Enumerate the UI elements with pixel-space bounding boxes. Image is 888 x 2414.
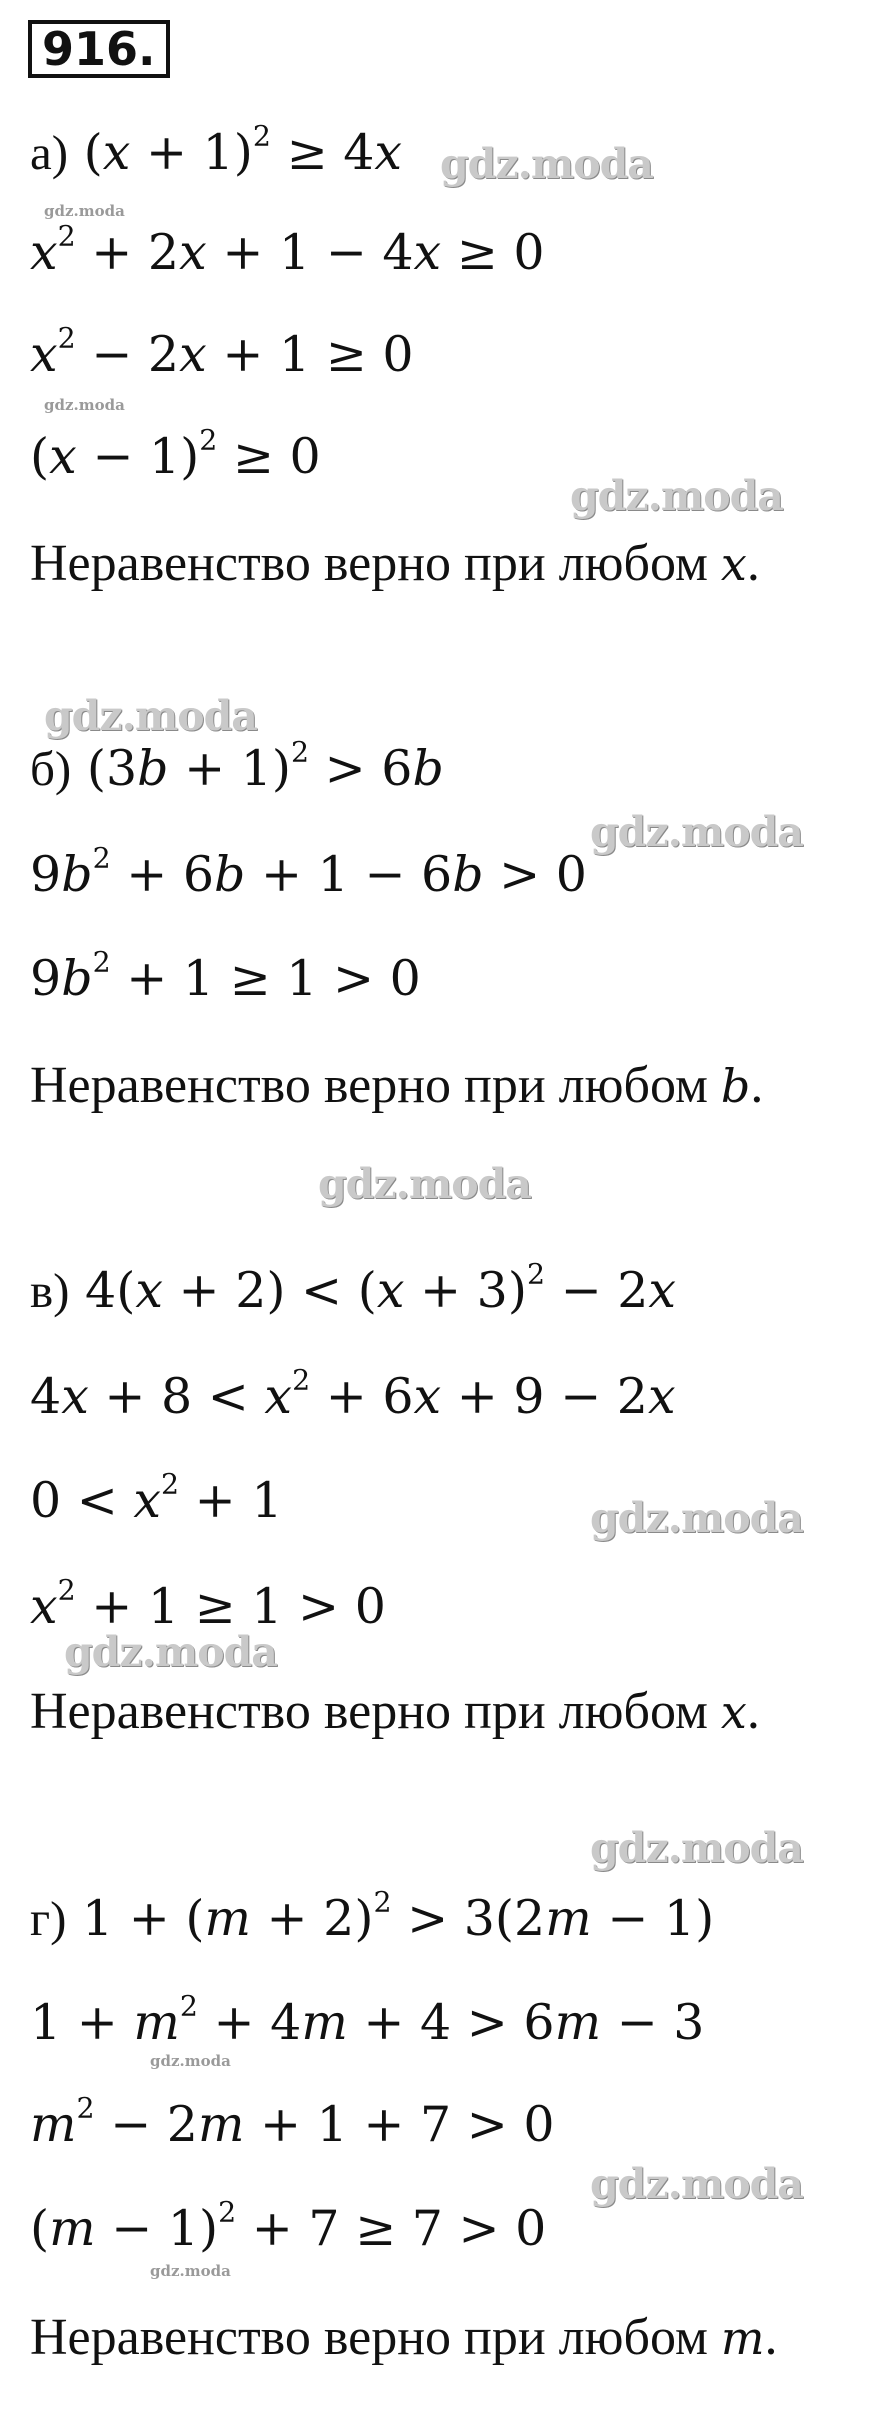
watermark: gdz.moda xyxy=(590,808,803,856)
watermark: gdz.moda xyxy=(318,1160,531,1208)
part-b-conclusion: Неравенство верно при любом b. xyxy=(30,1057,764,1114)
part-g-step-1: $1 + m^2 + 4m + 4 > 6m - 3$ xyxy=(30,1989,705,2051)
part-a-step-2: $x^2 - 2x + 1 \ge 0$ xyxy=(30,321,414,383)
part-v-variable: x xyxy=(720,1685,747,1739)
watermark-small: gdz.moda xyxy=(150,2262,231,2280)
part-v-step-2: $0 < x^2 + 1$ xyxy=(30,1467,283,1529)
part-g-variable: m xyxy=(720,2311,765,2365)
part-v-conclusion-text: Неравенство верно при любом xyxy=(30,1683,708,1740)
watermark: gdz.moda xyxy=(590,1494,803,1542)
part-v-step-3: $x^2 + 1 \ge 1 > 0$ xyxy=(30,1573,386,1635)
watermark: gdz.moda xyxy=(590,1824,803,1872)
part-g-step-3: $(m - 1)^2 + 7 \ge 7 > 0$ xyxy=(30,2195,547,2257)
part-b-label: б) xyxy=(30,741,72,796)
part-v-conclusion: Неравенство верно при любом x. xyxy=(30,1683,760,1740)
part-b-step-2: $9b^2 + 1 \ge 1 > 0$ xyxy=(30,945,421,1007)
watermark: gdz.moda xyxy=(570,472,783,520)
part-a-step-3: $(x - 1)^2 \ge 0$ xyxy=(30,423,321,485)
part-a-conclusion: Неравенство верно при любом x. xyxy=(30,535,760,592)
part-b-problem: б) $(3b + 1)^2 > 6b$ xyxy=(30,735,444,797)
part-a-conclusion-text: Неравенство верно при любом xyxy=(30,535,708,592)
part-g-conclusion: Неравенство верно при любом m. xyxy=(30,2309,778,2366)
part-b-variable: b xyxy=(720,1059,751,1113)
watermark: gdz.moda xyxy=(590,2160,803,2208)
watermark: gdz.moda xyxy=(440,140,653,188)
watermark-small: gdz.moda xyxy=(150,2052,231,2070)
task-number-box: 916. xyxy=(28,20,170,78)
part-a-variable: x xyxy=(720,537,747,591)
part-v-label: в) xyxy=(30,1263,70,1318)
part-b-step-1: $9b^2 + 6b + 1 - 6b > 0$ xyxy=(30,841,587,903)
part-a-label: а) xyxy=(30,125,69,180)
part-g-step-2: $m^2 - 2m + 1 + 7 > 0$ xyxy=(30,2091,555,2153)
part-g-label: г) xyxy=(30,1891,67,1946)
part-g-problem: г) $1 + (m + 2)^2 > 3(2m - 1)$ xyxy=(30,1885,715,1947)
part-a-problem: а) $(x + 1)^2 \ge 4x$ xyxy=(30,119,403,181)
part-a-step-1: $x^2 + 2x + 1 - 4x \ge 0$ xyxy=(30,219,545,281)
watermark: gdz.moda xyxy=(64,1628,277,1676)
part-g-conclusion-text: Неравенство верно при любом xyxy=(30,2309,708,2366)
watermark-small: gdz.moda xyxy=(44,396,125,414)
part-b-conclusion-text: Неравенство верно при любом xyxy=(30,1057,708,1114)
part-v-step-1: $4x + 8 < x^2 + 6x + 9 - 2x$ xyxy=(30,1363,676,1425)
part-v-problem: в) $4(x + 2) < (x + 3)^2 - 2x$ xyxy=(30,1257,677,1319)
watermark: gdz.moda xyxy=(44,692,257,740)
watermark-small: gdz.moda xyxy=(44,202,125,220)
